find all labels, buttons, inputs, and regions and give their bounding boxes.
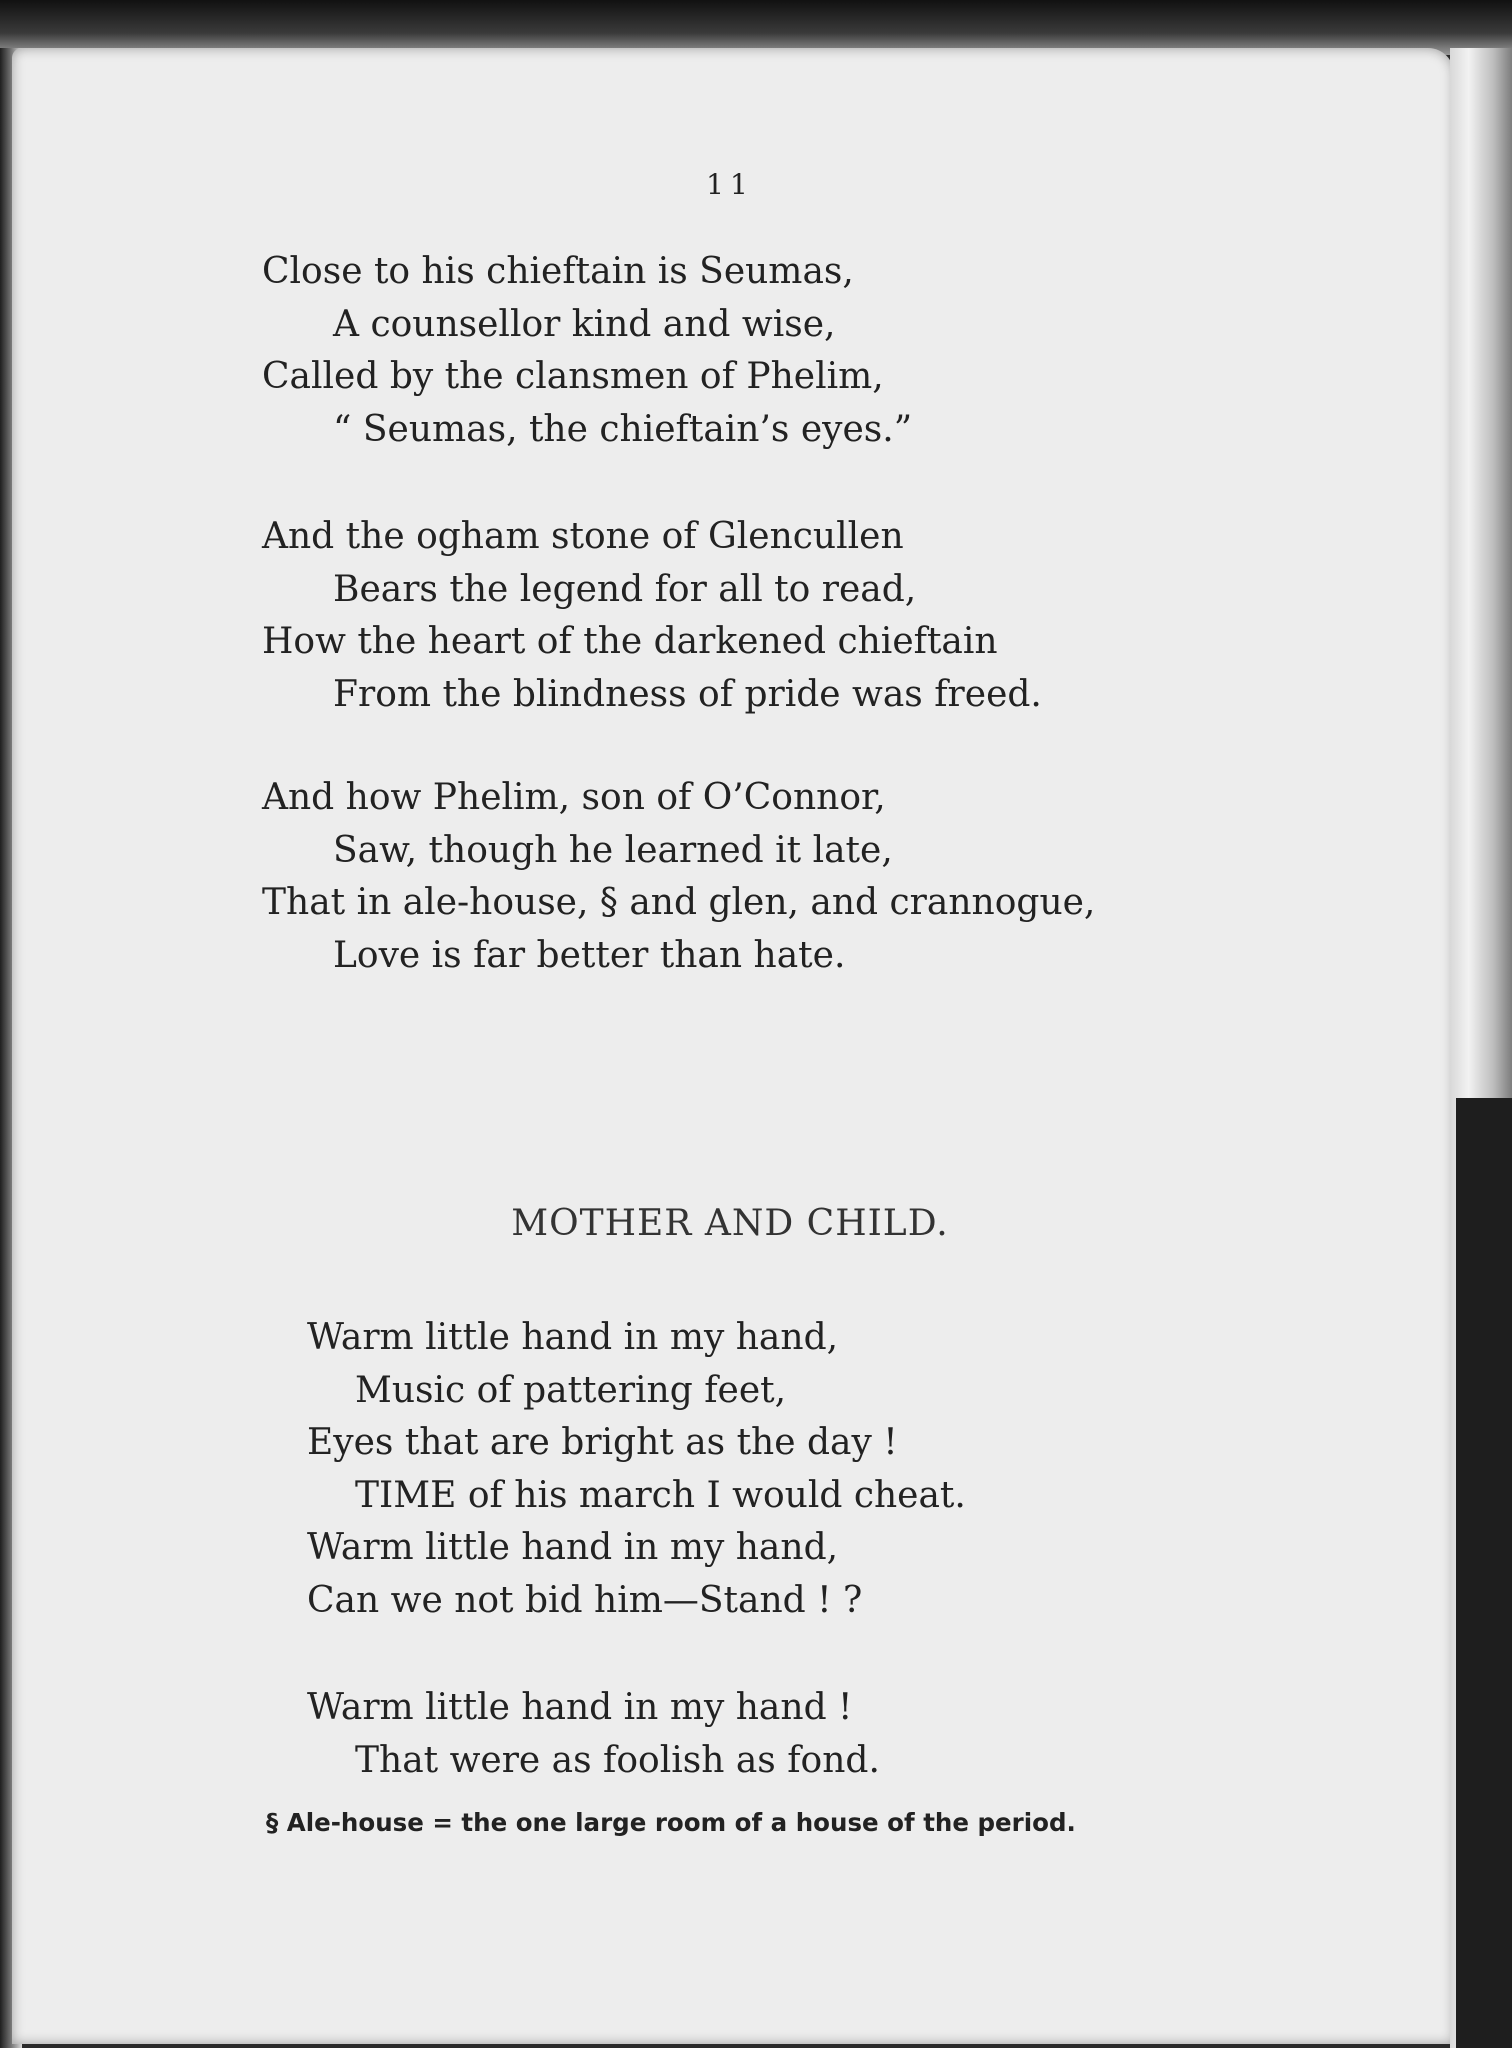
poem-stanza	[262, 246, 912, 456]
poem-line: Eyes that are bright as the day !	[307, 1422, 898, 1463]
poem-line: That were as foolish as fond.	[355, 1739, 880, 1781]
poem-line: From the blindness of pride was freed.	[333, 673, 1042, 715]
poem-line: Close to his chieftain is Seumas,	[262, 251, 854, 292]
poem-line: And the ogham stone of Glencullen	[262, 516, 904, 557]
poem-line: Music of pattering feet,	[355, 1369, 787, 1411]
poem-line: Bears the legend for all to read,	[333, 568, 917, 610]
poem-stanza	[307, 1312, 966, 1627]
poem-stanza	[307, 1682, 880, 1787]
poem-line: Can we not bid him—Stand ! ?	[307, 1579, 863, 1621]
poem-line: That in ale-house, § and glen, and crannogue,	[262, 882, 1096, 923]
poem-stanza	[262, 772, 1095, 982]
poem-stanza	[262, 511, 1042, 721]
poem-line: Called by the clansmen of Phelim,	[262, 356, 884, 397]
poem-line: Warm little hand in my hand !	[307, 1687, 853, 1728]
poem-title: MOTHER AND CHILD.	[511, 1203, 949, 1244]
poem-line: Warm little hand in my hand,	[307, 1527, 839, 1568]
footnote: § Ale-house = the one large room of a house of the period.	[266, 1808, 1076, 1837]
scan-top-edge	[0, 0, 1512, 55]
poem-line: TIME of his march I would cheat.	[355, 1474, 966, 1516]
scan-background-dark	[1456, 1098, 1512, 2048]
poem-line: How the heart of the darkened chieftain	[262, 621, 998, 662]
poem-line: A counsellor kind and wise,	[333, 303, 836, 345]
poem-line: Saw, though he learned it late,	[333, 829, 893, 871]
poem-line: “ Seumas, the chieftain’s eyes.”	[333, 408, 913, 450]
poem-line: And how Phelim, son of O’Connor,	[262, 777, 886, 818]
poem-line: Love is far better than hate.	[333, 934, 846, 976]
page-number: 11	[706, 168, 754, 201]
poem-line: Warm little hand in my hand,	[307, 1317, 839, 1358]
